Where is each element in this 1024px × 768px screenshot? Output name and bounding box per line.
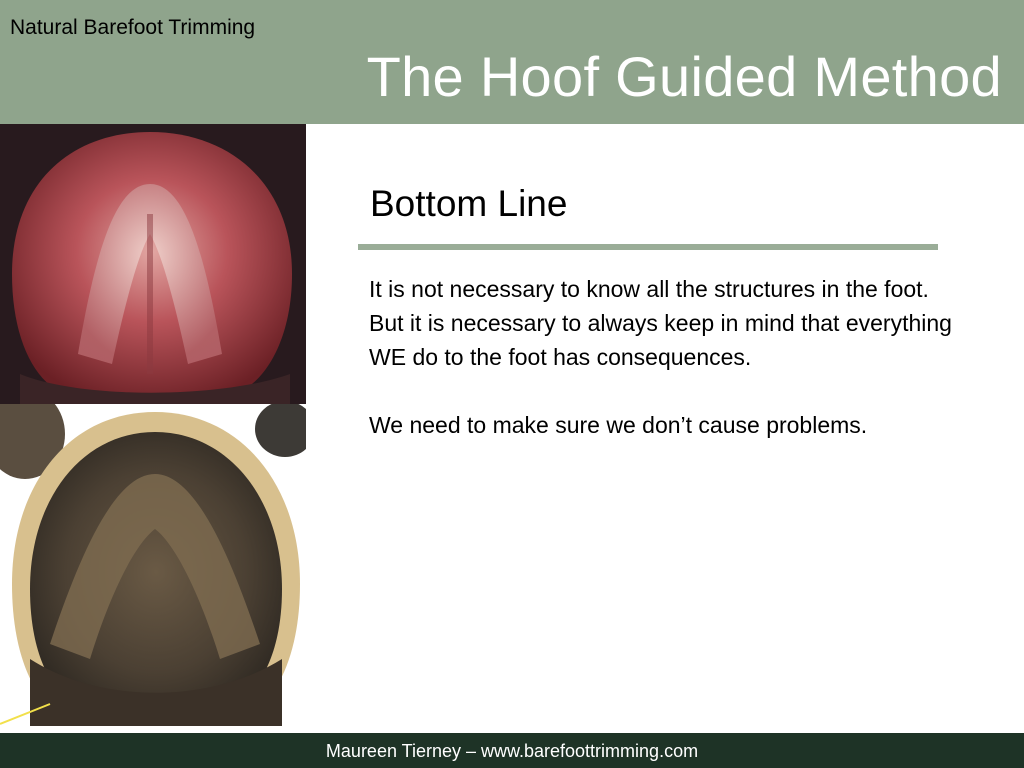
section-heading: Bottom Line [370,183,568,224]
slide-footer [0,733,1024,768]
heading-underline-rule [358,244,938,250]
body-paragraph: It is not necessary to know all the structures in the foot. But it is necessary to always keep in mind that everything WE do to the foot has consequences. [369,276,952,370]
body-text [369,272,969,442]
slide-title: The Hoof Guided Method [366,45,1002,108]
header-subtitle: Natural Barefoot Trimming [10,16,256,39]
slide-header [0,0,1024,124]
hoof-corium-image [0,124,306,404]
body-paragraph: We need to make sure we don’t cause problems. [369,412,868,438]
hoof-sole-image [0,404,306,733]
footer-text: Maureen Tierney – www.barefoottrimming.com [325,741,699,761]
